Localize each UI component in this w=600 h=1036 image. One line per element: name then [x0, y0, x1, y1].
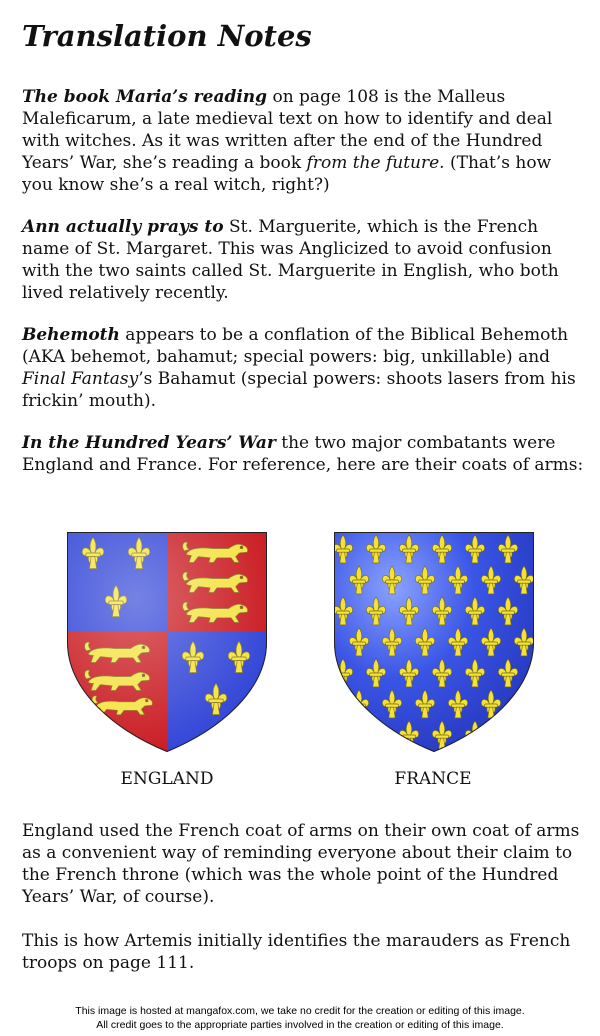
france-caption: FRANCE — [394, 769, 472, 789]
note-italic-text: Final Fantasy — [22, 369, 139, 389]
note-text: England used the French coat of arms on their own coat of arms as a convenient way of reminding everyone about their claim to the French throne (which was the whole point of the Hundred Years’ War, of course). — [22, 821, 580, 907]
france-coat-of-arms — [334, 532, 534, 754]
hosting-disclaimer: This image is hosted at mangafox.com, we take no credit for the creation or editing of this image. — [75, 1005, 525, 1017]
england-shield-icon — [67, 532, 267, 754]
credit-disclaimer: All credit goes to the appropriate parties involved in the creation or editing of this image. — [96, 1019, 504, 1031]
note-text: (That’s how you know she’s a real witch, right?) — [22, 153, 552, 195]
note-text: on page 108 is the Malleus Maleficarum, a late medieval text on how to identify and deal with witches. As it was written after the end of the Hundred Years’ War, she’s reading a book — [22, 87, 553, 173]
france-shield-icon — [334, 532, 534, 754]
note-italic-text: from the future. — [306, 153, 445, 173]
fleur-de-lis-icon — [334, 721, 353, 749]
note-text: ’s Bahamut (special powers: shoots lasers from his frickin’ mouth). — [22, 369, 576, 411]
fleur-de-lis-icon — [498, 721, 517, 749]
england-coat-of-arms — [67, 532, 267, 754]
note-st-marguerite — [22, 216, 584, 304]
note-lead: The book Maria’s reading — [22, 87, 268, 107]
note-hundred-years-war — [22, 432, 584, 476]
note-english-arms — [22, 820, 584, 908]
note-text: the two major combatants were England and France. For reference, here are their coats of arms: — [22, 433, 584, 475]
england-caption: ENGLAND — [120, 769, 214, 789]
note-behemoth — [22, 324, 584, 412]
note-lead: In the Hundred Years’ War — [22, 433, 276, 453]
note-text: This is how Artemis initially identifies the marauders as French troops on page 111. — [22, 931, 571, 973]
fleur-de-lis-icon — [366, 721, 385, 749]
note-lead: Ann actually prays to — [22, 217, 224, 237]
fleur-de-lis-icon — [514, 690, 533, 718]
note-text: St. Marguerite, which is the French name of St. Margaret. This was Anglicized to avoid confusion with the two saints called St. Marguerite in English, who both lived relatively recently. — [22, 217, 559, 303]
page-title: Translation Notes — [22, 19, 312, 53]
note-text: appears to be a conflation of the Biblical Behemoth (AKA behemot, bahamut; special powers: big, unkillable) and — [22, 325, 569, 367]
note-artemis-identifies — [22, 930, 584, 974]
note-lead: Behemoth — [22, 325, 120, 345]
note-malleus-maleficarum — [22, 86, 584, 196]
